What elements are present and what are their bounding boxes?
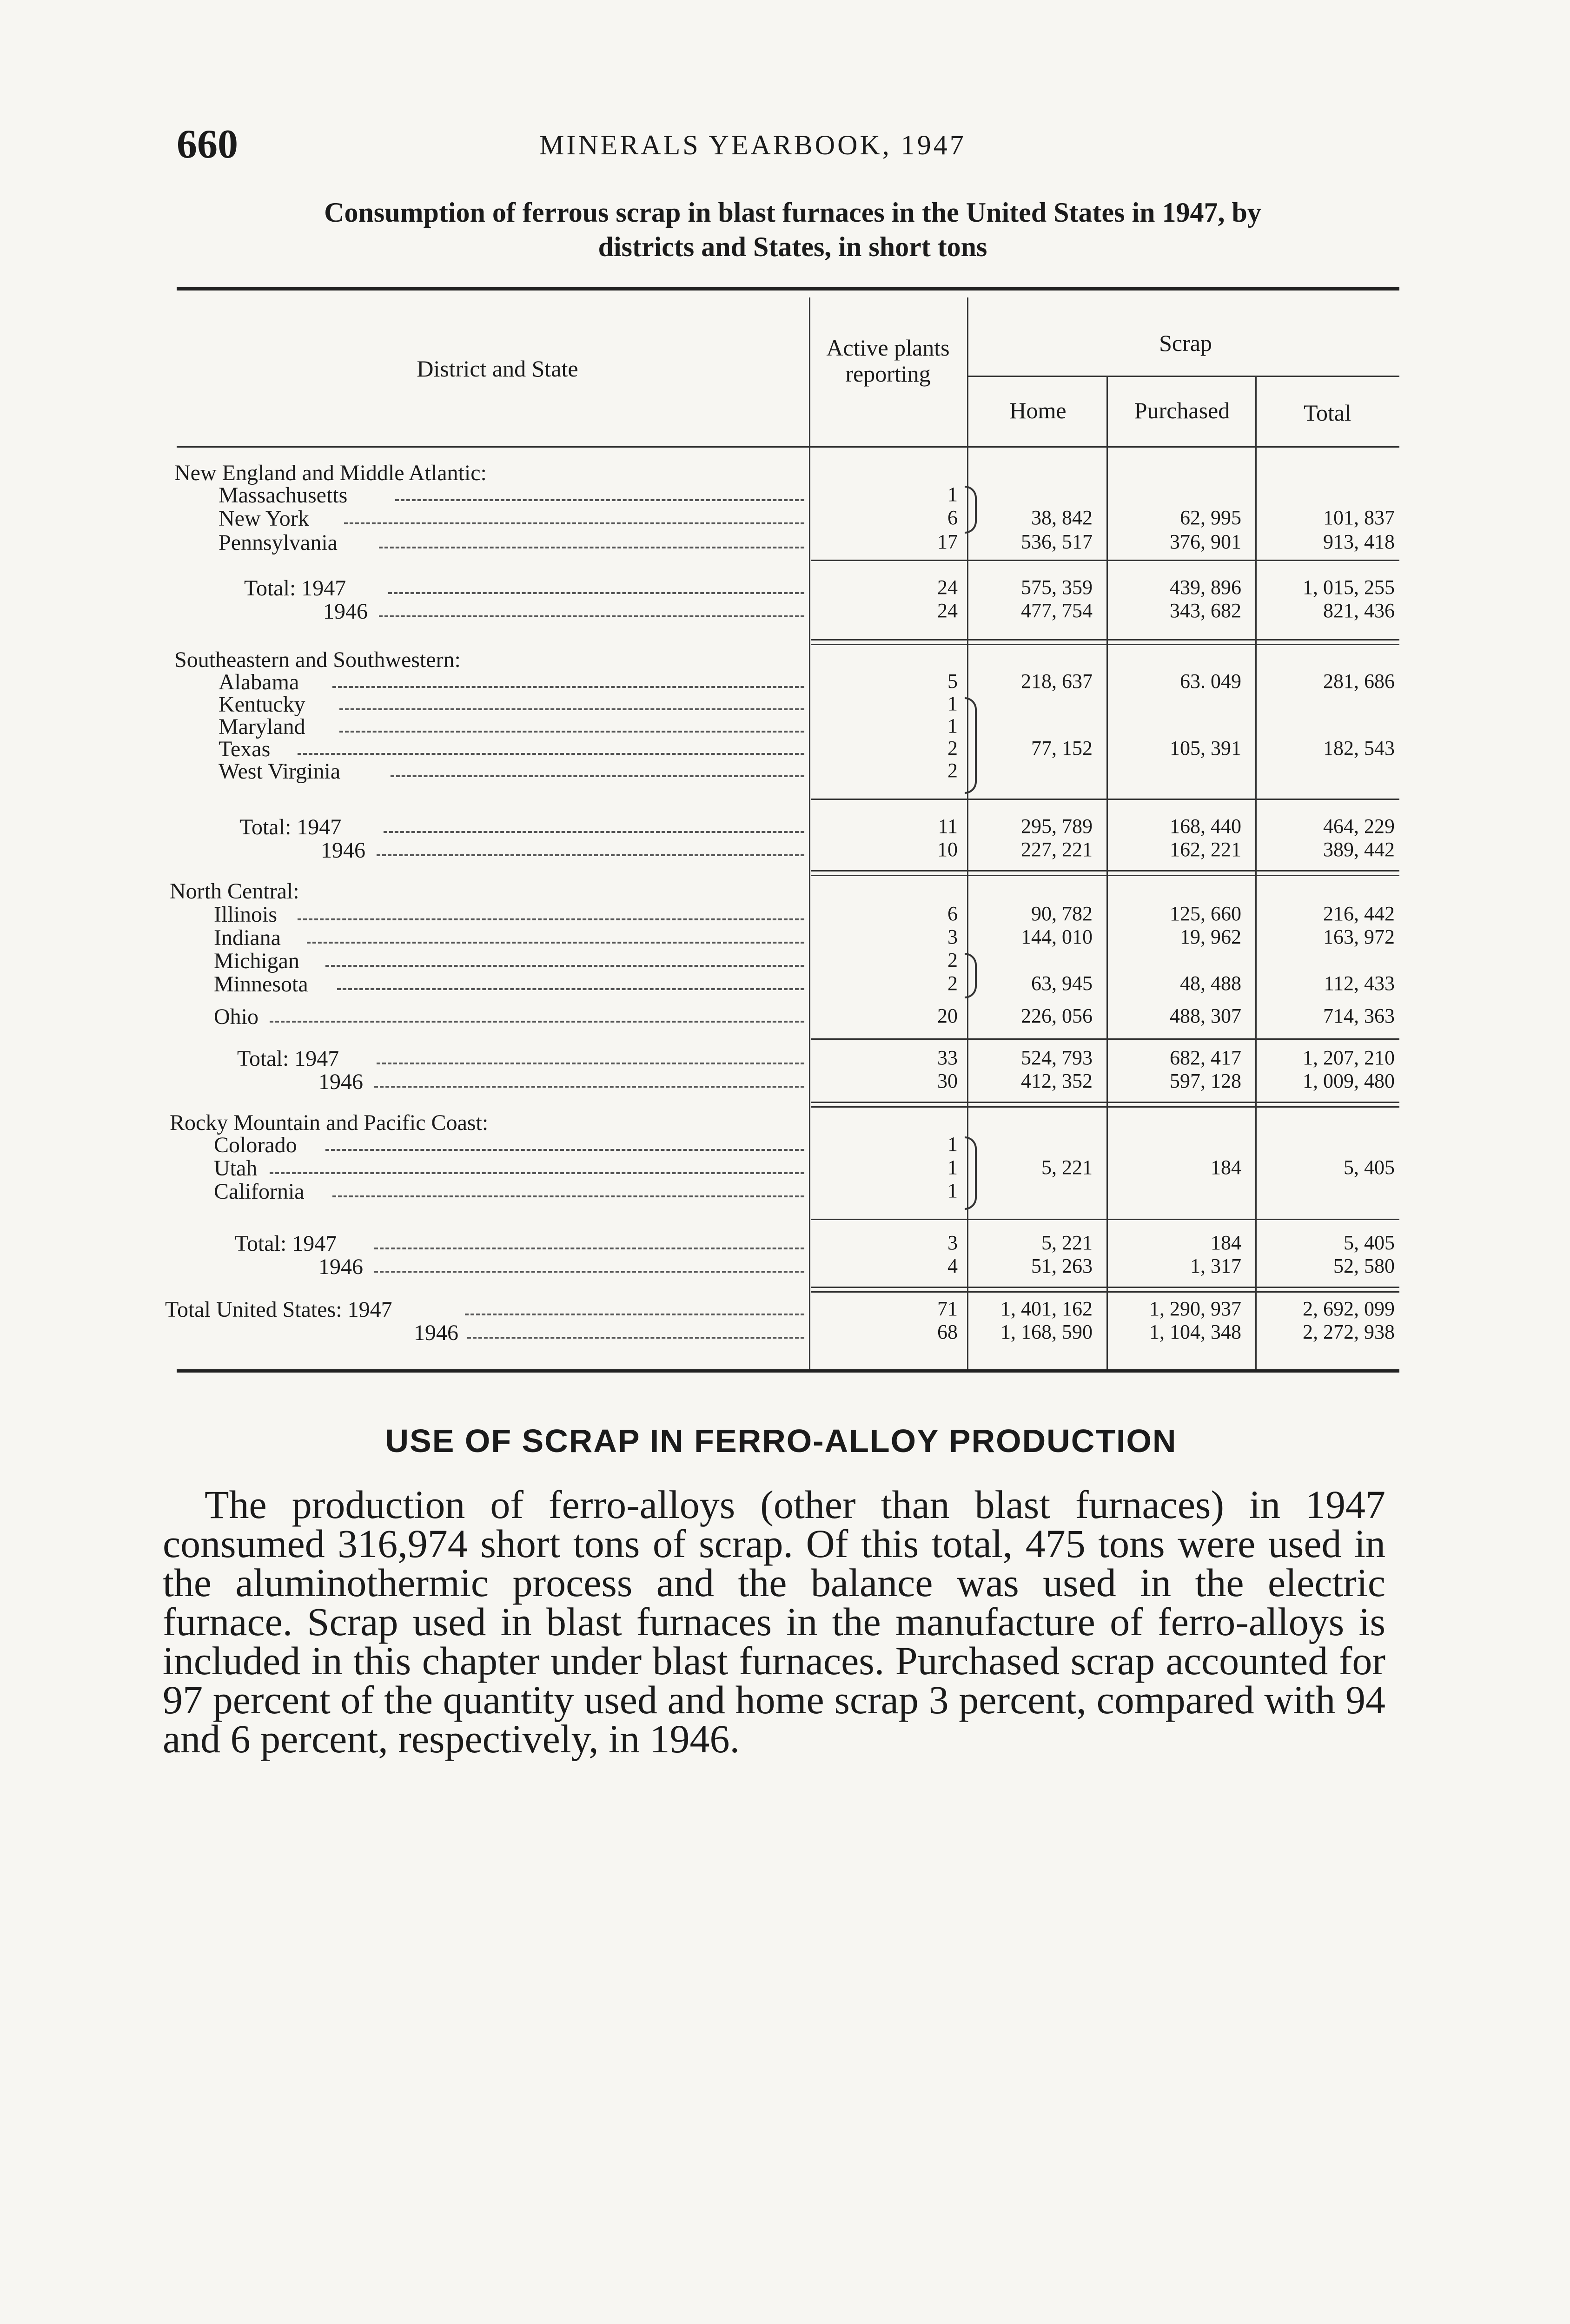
table-row: [0, 714, 1570, 739]
dot-leader: [298, 918, 804, 920]
row-purchased: 343, 682: [1170, 599, 1241, 622]
header-scrap: Scrap: [1159, 330, 1212, 356]
row-purchased: 105, 391: [1170, 737, 1241, 759]
row-home: 226, 056: [1021, 1004, 1093, 1027]
row-purchased: 63. 049: [1180, 670, 1241, 693]
row-label: Total: 1947: [235, 1231, 337, 1256]
dot-leader: [374, 1271, 804, 1273]
dot-leader: [377, 1063, 804, 1064]
row-purchased: 439, 896: [1170, 576, 1241, 599]
row-label: Illinois: [214, 902, 278, 927]
table-row: [0, 736, 1570, 759]
subtotal-rule: [811, 1219, 1399, 1220]
row-plants: 1: [947, 692, 958, 715]
row-plants: 3: [947, 1231, 958, 1254]
table-row: [0, 1320, 1570, 1345]
row-purchased: 168, 440: [1170, 815, 1241, 838]
row-label: Michigan: [214, 949, 299, 973]
row-plants: 3: [947, 925, 958, 948]
dot-leader: [344, 522, 804, 524]
row-purchased: 488, 307: [1170, 1004, 1241, 1027]
scrap-header-rule: [967, 376, 1399, 377]
table-row: [0, 1110, 1570, 1135]
row-home: 1, 168, 590: [1000, 1320, 1093, 1343]
table-row: [0, 530, 1570, 555]
group-brace: [965, 486, 977, 534]
row-plants: 1: [947, 714, 958, 737]
row-total: 5, 405: [1344, 1231, 1395, 1254]
row-home: 295, 789: [1021, 815, 1093, 838]
row-home: 38, 842: [1031, 506, 1093, 529]
row-total: 182, 543: [1323, 737, 1395, 759]
row-plants: 2: [947, 949, 958, 971]
row-plants: 24: [937, 599, 958, 622]
row-label: Massachusetts: [219, 483, 348, 508]
row-total: 281, 686: [1323, 670, 1395, 693]
row-plants: 2: [947, 972, 958, 995]
row-total: 101, 837: [1323, 506, 1395, 529]
row-label: Texas: [219, 737, 271, 761]
section-rule: [811, 1106, 1399, 1108]
table-row: [0, 575, 1570, 601]
table-row: [0, 1179, 1570, 1204]
row-plants: 4: [947, 1254, 958, 1277]
header-total: Total: [1303, 400, 1351, 426]
dot-leader: [332, 1195, 804, 1197]
group-brace: [965, 697, 977, 794]
row-purchased: 597, 128: [1170, 1070, 1241, 1092]
table-row: [0, 669, 1570, 692]
row-label: Ohio: [214, 1004, 258, 1029]
row-purchased: 1, 104, 348: [1149, 1320, 1241, 1343]
table-row: [0, 878, 1570, 904]
row-home: 536, 517: [1021, 530, 1093, 553]
dot-leader: [465, 1314, 804, 1315]
row-label: Total United States: 1947: [165, 1297, 392, 1322]
row-label: Minnesota: [214, 972, 308, 997]
row-home: 1, 401, 162: [1000, 1297, 1093, 1320]
row-plants: 6: [947, 506, 958, 529]
row-total: 216, 442: [1323, 902, 1395, 925]
row-total: 389, 442: [1323, 838, 1395, 861]
row-plants: 71: [937, 1297, 958, 1320]
row-plants: 10: [937, 838, 958, 861]
row-home: 144, 010: [1021, 925, 1093, 948]
dot-leader: [325, 1149, 804, 1151]
row-home: 90, 782: [1031, 902, 1093, 925]
section-rule: [811, 644, 1399, 645]
section-rule: [811, 1287, 1399, 1288]
dot-leader: [332, 686, 804, 688]
row-total: 52, 580: [1333, 1254, 1395, 1277]
row-label: Total: 1947: [244, 576, 346, 601]
dot-leader: [467, 1337, 804, 1339]
row-label: Total: 1947: [237, 1046, 339, 1071]
table-title-line-2: districts and States, in short tons: [598, 231, 987, 262]
table-row: [0, 1004, 1570, 1029]
row-total: 5, 405: [1344, 1156, 1395, 1179]
row-purchased: 184: [1211, 1156, 1241, 1179]
row-total: 913, 418: [1323, 530, 1395, 553]
dot-leader: [379, 615, 804, 617]
table-row: [0, 1297, 1570, 1322]
row-purchased: 125, 660: [1170, 902, 1241, 925]
page-header: [177, 121, 1385, 172]
table-bottom-rule: [177, 1369, 1399, 1373]
row-purchased: 376, 901: [1170, 530, 1241, 553]
row-label: West Virginia: [219, 759, 341, 784]
dot-leader: [307, 942, 804, 944]
row-plants: 20: [937, 1004, 958, 1027]
group-brace: [965, 953, 977, 998]
dot-leader: [374, 1248, 804, 1249]
section-rule: [811, 875, 1399, 876]
row-label: Pennsylvania: [219, 530, 338, 555]
dot-leader: [395, 499, 804, 501]
row-purchased: 48, 488: [1180, 972, 1241, 995]
table-row: [0, 1046, 1570, 1071]
row-total: 464, 229: [1323, 815, 1395, 838]
header-bottom-rule: [177, 446, 1399, 448]
row-label: New York: [219, 506, 309, 531]
dot-leader: [339, 708, 804, 710]
row-plants: 33: [937, 1046, 958, 1069]
row-home: 412, 352: [1021, 1070, 1093, 1092]
page-number: 660: [177, 122, 238, 167]
row-total: 112, 433: [1324, 972, 1395, 995]
row-plants: 2: [947, 737, 958, 759]
row-plants: 6: [947, 902, 958, 925]
row-purchased: 1, 290, 937: [1149, 1297, 1241, 1320]
row-label: 1946: [321, 838, 365, 863]
row-home: 51, 263: [1031, 1254, 1093, 1277]
row-label: Colorado: [214, 1133, 297, 1157]
dot-leader: [379, 547, 804, 548]
row-plants: 24: [937, 576, 958, 599]
dot-leader: [325, 965, 804, 967]
table-row: [0, 838, 1570, 863]
table-row: [0, 1069, 1570, 1094]
table-row: [0, 814, 1570, 837]
row-plants: 1: [947, 1156, 958, 1179]
row-label: Indiana: [214, 925, 281, 950]
row-label: Total: 1947: [239, 815, 342, 839]
row-label: Utah: [214, 1156, 258, 1181]
dot-leader: [388, 592, 804, 594]
subtotal-rule: [811, 799, 1399, 800]
row-home: 227, 221: [1021, 838, 1093, 861]
table-row: [0, 1231, 1570, 1256]
dot-leader: [270, 1172, 804, 1174]
row-total: 821, 436: [1323, 599, 1395, 622]
row-label: California: [214, 1179, 305, 1204]
table-row: [0, 506, 1570, 531]
row-home: 5, 221: [1041, 1231, 1093, 1254]
section-rule: [811, 1102, 1399, 1103]
row-total: 1, 207, 210: [1303, 1046, 1395, 1069]
row-purchased: 184: [1211, 1231, 1241, 1254]
table-row: [0, 1254, 1570, 1279]
table-top-rule: [177, 287, 1399, 290]
table-title: [177, 195, 1409, 264]
dot-leader: [384, 831, 804, 833]
section-rule: [811, 870, 1399, 872]
table-row: [0, 925, 1570, 950]
table-row: [0, 902, 1570, 927]
header-active-plants: Active plants reporting: [826, 335, 950, 387]
row-total: 2, 692, 099: [1303, 1297, 1395, 1320]
section-heading: USE OF SCRAP IN FERRO-ALLOY PRODUCTION: [385, 1423, 1177, 1459]
table-row: [0, 460, 1570, 485]
dot-leader: [374, 1086, 804, 1088]
row-total: 2, 272, 938: [1303, 1320, 1395, 1343]
row-plants: 1: [947, 1133, 958, 1155]
header-district-state: District and State: [417, 356, 578, 382]
row-label: 1946: [414, 1320, 458, 1345]
row-label: North Central:: [170, 879, 299, 904]
row-label: Maryland: [219, 714, 305, 739]
table-row: [0, 1132, 1570, 1155]
section-rule: [811, 639, 1399, 640]
body-paragraph: The production of ferro-alloys (other than blast furnaces) in 1947 consumed 316,974 short tons of scrap. Of this total, 475 tons were used in the aluminothermic process and the balance was used in the electric furnace. Scrap used in blast furnaces in the manufacture of ferro-alloys is included in this chapter under blast furnaces. Purchased scrap accounted for 97 percent of the quantity used and home scrap 3 percent, compared with 94 and 6 percent, respectively, in 1946.: [163, 1482, 1385, 1761]
row-total: 714, 363: [1323, 1004, 1395, 1027]
row-home: 575, 359: [1021, 576, 1093, 599]
dot-leader: [339, 731, 804, 733]
row-plants: 5: [947, 670, 958, 693]
dot-leader: [270, 1021, 804, 1023]
row-plants: 11: [938, 815, 958, 838]
row-home: 218, 637: [1021, 670, 1093, 693]
row-home: 524, 793: [1021, 1046, 1093, 1069]
table-row: [0, 692, 1570, 717]
table-title-line-1: Consumption of ferrous scrap in blast furnaces in the United States in 1947, by: [324, 197, 1261, 228]
subtotal-rule: [811, 1038, 1399, 1040]
row-label: Rocky Mountain and Pacific Coast:: [170, 1110, 489, 1135]
row-label: Kentucky: [219, 692, 305, 717]
row-total: 1, 015, 255: [1303, 576, 1395, 599]
row-purchased: 19, 962: [1180, 925, 1241, 948]
row-plants: 2: [947, 759, 958, 782]
table-row: [0, 759, 1570, 784]
subtotal-rule: [811, 560, 1399, 561]
row-total: 1, 009, 480: [1303, 1070, 1395, 1092]
row-home: 5, 221: [1041, 1156, 1093, 1179]
running-title: MINERALS YEARBOOK, 1947: [539, 130, 966, 160]
row-label: 1946: [318, 1070, 363, 1094]
table-row: [0, 971, 1570, 997]
row-purchased: 62, 995: [1180, 506, 1241, 529]
table-row: [0, 1155, 1570, 1181]
row-plants: 17: [937, 530, 958, 553]
row-label: New England and Middle Atlantic:: [174, 461, 487, 485]
group-brace: [965, 1136, 977, 1210]
dot-leader: [391, 775, 804, 777]
table-row: [0, 948, 1570, 971]
row-label: Alabama: [219, 670, 299, 694]
row-plants: 68: [937, 1320, 958, 1343]
row-home: 63, 945: [1031, 972, 1093, 995]
header-home: Home: [1009, 397, 1067, 423]
row-home: 477, 754: [1021, 599, 1093, 622]
row-purchased: 682, 417: [1170, 1046, 1241, 1069]
row-purchased: 162, 221: [1170, 838, 1241, 861]
table-row: [0, 647, 1570, 672]
header-purchased: Purchased: [1134, 397, 1230, 423]
section-rule: [811, 1291, 1399, 1293]
row-label: 1946: [323, 599, 368, 624]
row-label: 1946: [318, 1254, 363, 1279]
dot-leader: [337, 988, 804, 990]
row-total: 163, 972: [1323, 925, 1395, 948]
row-plants: 1: [947, 483, 958, 506]
dot-leader: [377, 854, 804, 856]
row-label: Southeastern and Southwestern:: [174, 647, 461, 672]
table-row: [0, 482, 1570, 508]
row-home: 77, 152: [1031, 737, 1093, 759]
row-purchased: 1, 317: [1190, 1254, 1241, 1277]
dot-leader: [298, 753, 804, 755]
table-row: [0, 599, 1570, 624]
row-plants: 1: [947, 1179, 958, 1202]
row-plants: 30: [937, 1070, 958, 1092]
